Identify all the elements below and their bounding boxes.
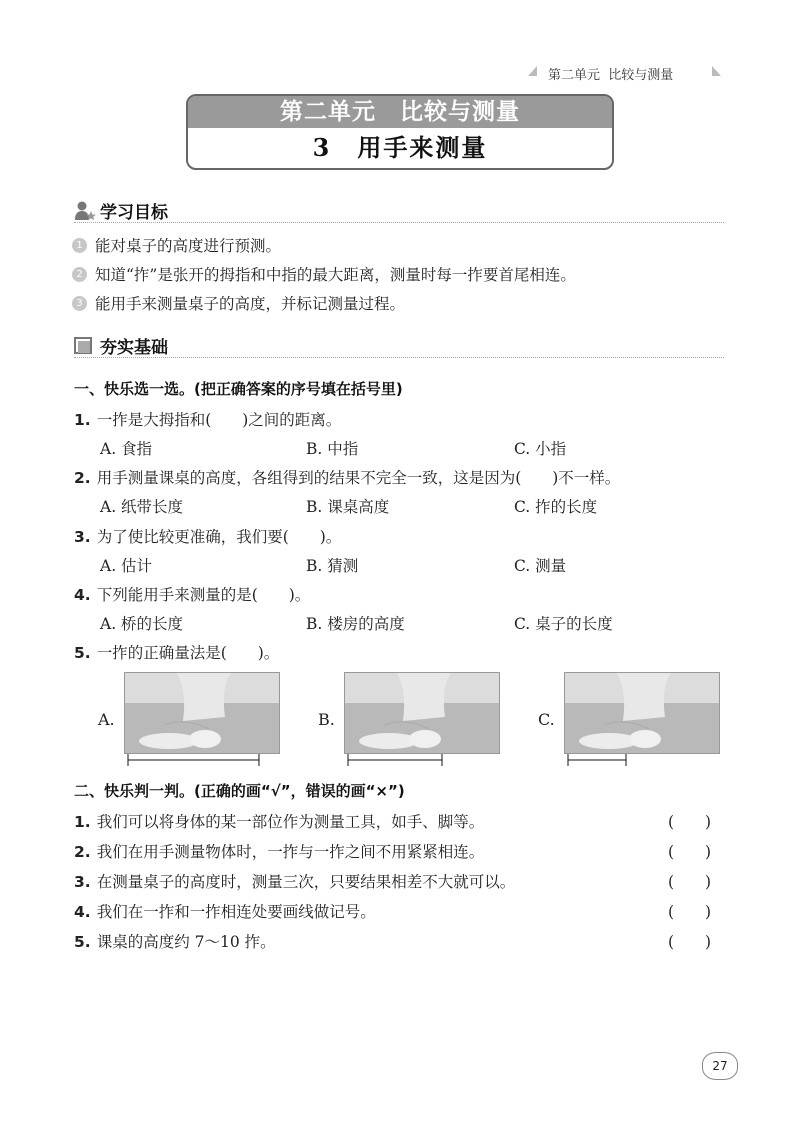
question-4: [74, 583, 310, 605]
header-triangle-left-icon: [528, 66, 537, 76]
part1-title: 一、快乐选一选。(把正确答案的序号填在括号里): [74, 380, 403, 398]
lesson-title: 3 用手来测量: [312, 133, 488, 162]
option-a: A. 食指: [100, 440, 153, 458]
option-c: C. 拃的长度: [514, 498, 598, 516]
question-number: 1.: [74, 411, 91, 429]
judge-item-5: [74, 930, 276, 952]
span-arrow-a: [124, 752, 280, 768]
header-unit: 第二单元: [548, 68, 601, 83]
objectives-heading: [74, 198, 168, 223]
item-number: 2.: [74, 843, 91, 861]
option-a: A. 估计: [100, 557, 153, 575]
student-icon: [74, 200, 96, 222]
question-text: 为了使比较更准确，我们要( )。: [96, 528, 342, 546]
question-number: 4.: [74, 586, 91, 604]
option-c: C. 桌子的长度: [514, 615, 613, 633]
question-number: 5.: [74, 644, 91, 662]
option-c: C. 测量: [514, 557, 567, 575]
question-text: 下列能用手来测量的是( )。: [96, 586, 311, 604]
span-arrow-b: [344, 752, 500, 768]
judge-item-1: [74, 810, 484, 832]
question-3: [74, 525, 341, 547]
judge-item-2: [74, 840, 484, 862]
objective-item: [72, 234, 281, 256]
answer-blank[interactable]: ( ): [668, 843, 712, 861]
basics-heading: [74, 333, 168, 358]
span-arrow-c: [564, 752, 720, 768]
page-number: 27: [702, 1052, 738, 1080]
hand-span-photo-c: [564, 672, 720, 754]
option-b: B. 课桌高度: [306, 498, 390, 516]
objective-text: 能用手来测量桌子的高度，并标记测量过程。: [95, 295, 406, 313]
item-number: 4.: [74, 903, 91, 921]
item-text: 我们可以将身体的某一部位作为测量工具，如手、脚等。: [96, 813, 485, 831]
photo-option-b-label: B.: [318, 710, 335, 729]
judge-item-3: [74, 870, 515, 892]
question-text: 一拃是大拇指和( )之间的距离。: [96, 411, 342, 429]
answer-blank[interactable]: ( ): [668, 873, 712, 891]
question-5: [74, 641, 279, 663]
objective-text: 能对桌子的高度进行预测。: [95, 237, 282, 255]
option-b: B. 楼房的高度: [306, 615, 405, 633]
question-1: [74, 408, 341, 430]
item-text: 在测量桌子的高度时，测量三次，只要结果相差不大就可以。: [96, 873, 516, 891]
question-number: 2.: [74, 469, 91, 487]
header-triangle-right-icon: [712, 66, 721, 76]
item-text: 课桌的高度约 7～10 拃。: [96, 933, 276, 951]
photo-option-c-label: C.: [538, 710, 555, 729]
item-number: 5.: [74, 933, 91, 951]
objective-number-icon: 3: [72, 296, 87, 311]
unit-title: 第二单元 比较与测量: [188, 96, 612, 128]
header-topic: 比较与测量: [608, 68, 674, 83]
objective-number-icon: 1: [72, 238, 87, 253]
answer-blank[interactable]: ( ): [668, 903, 712, 921]
part2-title: 二、快乐判一判。(正确的画“√”，错误的画“×”): [74, 782, 405, 800]
hand-span-photo-b: [344, 672, 500, 754]
item-number: 3.: [74, 873, 91, 891]
answer-blank[interactable]: ( ): [668, 813, 712, 831]
objective-item: [72, 292, 405, 314]
objective-number-icon: 2: [72, 267, 87, 282]
photo-option-a-label: A.: [98, 710, 115, 729]
option-a: A. 纸带长度: [100, 498, 184, 516]
option-b: B. 猜测: [306, 557, 359, 575]
question-number: 3.: [74, 528, 91, 546]
question-text: 一拃的正确量法是( )。: [96, 644, 280, 662]
basics-heading-label: 夯实基础: [100, 338, 168, 358]
item-number: 1.: [74, 813, 91, 831]
question-2: [74, 466, 620, 488]
item-text: 我们在用手测量物体时，一拃与一拃之间不用紧紧相连。: [96, 843, 485, 861]
hand-span-photo-a: [124, 672, 280, 754]
item-text: 我们在一拃和一拃相连处要画线做记号。: [96, 903, 376, 921]
option-a: A. 桥的长度: [100, 615, 184, 633]
objectives-heading-label: 学习目标: [100, 203, 168, 223]
book-icon: [74, 336, 94, 356]
answer-blank[interactable]: ( ): [668, 933, 712, 951]
judge-item-4: [74, 900, 376, 922]
objective-item: [72, 263, 576, 285]
objective-text: 知道“拃”是张开的拇指和中指的最大距离，测量时每一拃要首尾相连。: [95, 266, 576, 284]
objectives-divider: [74, 222, 724, 224]
running-header: [548, 64, 673, 83]
basics-divider: [74, 357, 724, 359]
question-text: 用手测量课桌的高度，各组得到的结果不完全一致，这是因为( )不一样。: [96, 469, 621, 487]
title-box: [186, 94, 614, 170]
option-b: B. 中指: [306, 440, 359, 458]
option-c: C. 小指: [514, 440, 567, 458]
